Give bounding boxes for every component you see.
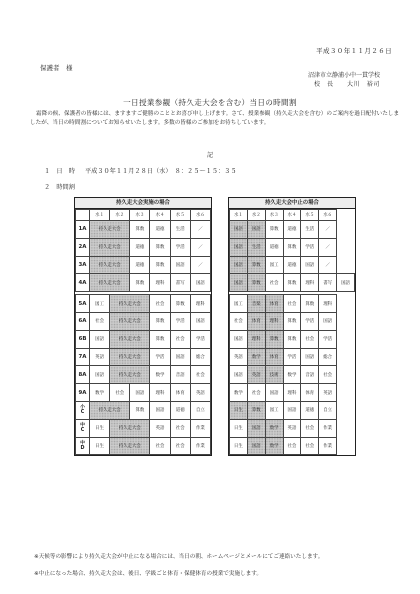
timetable-cell: 図工 bbox=[230, 295, 248, 313]
timetable-cell: 英語 bbox=[150, 419, 170, 437]
timetable-cell: 音語 bbox=[301, 366, 319, 384]
timetable-cell: 社会 bbox=[301, 330, 319, 348]
class-label: 中 D bbox=[76, 437, 90, 455]
table-row bbox=[230, 256, 355, 274]
table-row bbox=[76, 348, 211, 366]
timetable-cell: 道徳 bbox=[130, 256, 150, 274]
ki-heading: 記 bbox=[206, 152, 213, 159]
table-row bbox=[76, 312, 211, 330]
item-datetime-value: 平成３０年１１月２８日（水） ８：２５～１５：３５ bbox=[84, 168, 237, 175]
table-row bbox=[230, 384, 355, 402]
class-label: 9A bbox=[76, 384, 90, 402]
timetable-cell: 社会 bbox=[265, 274, 283, 292]
document-date: 平成３０年１１月２６日 bbox=[316, 47, 392, 55]
timetable-cell: 国語 bbox=[247, 221, 265, 239]
timetable-cell: 体育 bbox=[247, 312, 265, 330]
timetable-cell: 社会 bbox=[301, 419, 319, 437]
table-row bbox=[230, 221, 355, 239]
timetable-cell: 数学 bbox=[150, 366, 170, 384]
timetable-cell: ／ bbox=[190, 238, 210, 256]
timetable-cell: 道徳 bbox=[130, 238, 150, 256]
period-header: 水１ bbox=[90, 210, 110, 221]
timetable-cell: 数学 bbox=[265, 419, 283, 437]
table-row bbox=[230, 366, 355, 384]
timetable-cell: 国語 bbox=[150, 401, 170, 419]
timetable-cell: 体育 bbox=[170, 384, 190, 402]
timetable-cell: 国語 bbox=[230, 330, 248, 348]
table-row bbox=[76, 221, 211, 239]
timetable-cell: 社会 bbox=[247, 384, 265, 402]
table-row bbox=[230, 330, 355, 348]
timetable-cell: 書写 bbox=[170, 274, 190, 292]
timetable-cell: 生活 bbox=[247, 238, 265, 256]
table-row bbox=[230, 274, 355, 292]
timetable-cell: 社会 bbox=[170, 437, 190, 455]
timetable-held-grid bbox=[75, 209, 211, 455]
timetable-cell: 持久走大会 bbox=[90, 401, 130, 419]
table-row bbox=[76, 437, 211, 455]
timetable-cell: 社会 bbox=[283, 295, 301, 313]
timetable-cell: 算数 bbox=[247, 401, 265, 419]
table-row bbox=[76, 295, 211, 313]
timetable-cell: 音語 bbox=[170, 366, 190, 384]
timetable-cell: 国語 bbox=[230, 274, 248, 292]
timetable-cell: 音楽 bbox=[247, 295, 265, 313]
timetable-cell: 算数 bbox=[283, 274, 301, 292]
timetable-cell: 体育 bbox=[265, 295, 283, 313]
timetable-cell: 道徳 bbox=[283, 221, 301, 239]
timetable-cell: 作業 bbox=[319, 419, 337, 437]
timetable-cell: 国語 bbox=[301, 256, 319, 274]
timetable-cell: ／ bbox=[319, 221, 337, 239]
timetable-cell: 道徳 bbox=[301, 401, 319, 419]
period-header: 水１ bbox=[230, 210, 248, 221]
timetable-cell: 国語 bbox=[265, 384, 283, 402]
timetable-cell: 英語 bbox=[90, 348, 110, 366]
timetable-cell: 国語 bbox=[170, 256, 190, 274]
timetable-cell: 理科 bbox=[265, 312, 283, 330]
timetable-cell: 社会 bbox=[319, 366, 337, 384]
class-label: 3A bbox=[76, 256, 90, 274]
timetable-cell: 算数 bbox=[247, 256, 265, 274]
timetable-cell: 算数 bbox=[150, 312, 170, 330]
timetable-cell: 道徳 bbox=[283, 256, 301, 274]
timetable-cell: 英語 bbox=[247, 366, 265, 384]
table-row bbox=[230, 295, 355, 313]
timetable-cell: 英語 bbox=[190, 384, 210, 402]
timetable-cell: 持久走大会 bbox=[110, 437, 150, 455]
table-row bbox=[230, 419, 355, 437]
timetable-cell: 持久走大会 bbox=[90, 256, 130, 274]
period-header: 水２ bbox=[110, 210, 130, 221]
class-label: 6A bbox=[76, 312, 90, 330]
timetable-cell: 算数 bbox=[265, 330, 283, 348]
timetable-cell: 理科 bbox=[319, 295, 337, 313]
timetable-cell: 算数 bbox=[150, 330, 170, 348]
timetable-cell: 社会 bbox=[90, 312, 110, 330]
period-header: 水３ bbox=[265, 210, 283, 221]
timetable-cell: 学活 bbox=[170, 312, 190, 330]
document-title: 一日授業参観（持久走大会を含む）当日の時間割 bbox=[123, 98, 297, 107]
timetable-cell: 国語 bbox=[230, 256, 248, 274]
body-text: 霜降の候、保護者の皆様には、ますますご健勝のこととお喜び申し上げます。さて、授業参観（持久走大会を含む）のご案内を過日配付いたしましたが、当日の時間割についてお知らせいたします。多数の皆様のご参加をお待ちしています。 bbox=[30, 111, 400, 126]
class-label: 7A bbox=[76, 348, 90, 366]
timetable-cell: 国語 bbox=[230, 221, 248, 239]
timetable-cell: 数学 bbox=[230, 384, 248, 402]
timetable-cell: 国語 bbox=[190, 312, 210, 330]
timetable-cell: 国語 bbox=[247, 437, 265, 455]
timetable-cell: 学活 bbox=[170, 238, 190, 256]
class-label: 1A bbox=[76, 221, 90, 239]
timetable-cell: 社会 bbox=[110, 384, 130, 402]
table-row bbox=[76, 256, 211, 274]
timetable-cell: 理科 bbox=[190, 295, 210, 313]
period-header: 水２ bbox=[247, 210, 265, 221]
item-datetime-label: １ 日 時 bbox=[44, 168, 75, 175]
timetable-cell: 社会 bbox=[283, 437, 301, 455]
timetable-cell: 国語 bbox=[170, 348, 190, 366]
timetable-cell: 算数 bbox=[265, 221, 283, 239]
table-row bbox=[76, 401, 211, 419]
timetable-cell: ／ bbox=[190, 256, 210, 274]
timetable-cell: 国語 bbox=[230, 238, 248, 256]
timetable-cell: 国語 bbox=[283, 401, 301, 419]
period-header: 水４ bbox=[283, 210, 301, 221]
timetable-cell: 英語 bbox=[230, 348, 248, 366]
timetable-cell: 社会 bbox=[190, 366, 210, 384]
table-row bbox=[76, 238, 211, 256]
timetable-cell: 国語 bbox=[247, 419, 265, 437]
timetable-cell: ／ bbox=[319, 238, 337, 256]
timetable-cell: 数学 bbox=[90, 384, 110, 402]
table-row bbox=[76, 366, 211, 384]
timetable-cell: 国語 bbox=[319, 312, 337, 330]
timetable-cell: ／ bbox=[190, 221, 210, 239]
timetable-cell: 算数 bbox=[283, 238, 301, 256]
timetable-cell: 算数 bbox=[150, 256, 170, 274]
addressee: 保護者 様 bbox=[40, 64, 73, 72]
period-header: 水３ bbox=[130, 210, 150, 221]
school-name: 沼津市立静浦小中一貫学校 bbox=[307, 72, 380, 79]
timetable-cell: 学活 bbox=[301, 238, 319, 256]
timetable-cell: 社会 bbox=[150, 295, 170, 313]
timetable-cell: 作業 bbox=[319, 437, 337, 455]
timetable-cell: 日生 bbox=[230, 401, 248, 419]
timetable-cell: 学活 bbox=[190, 330, 210, 348]
timetable-cell: 算数 bbox=[301, 295, 319, 313]
timetable-cell: 算数 bbox=[283, 312, 301, 330]
timetable-cell: 総合 bbox=[319, 348, 337, 366]
timetable-cell: 数学 bbox=[265, 437, 283, 455]
timetable-cell: 日生 bbox=[230, 419, 248, 437]
timetable-cell: 国語 bbox=[190, 274, 210, 292]
timetable-cell: 日生 bbox=[90, 437, 110, 455]
timetable-cell: 社会 bbox=[150, 437, 170, 455]
item-timetable-label: ２ 時間割 bbox=[44, 184, 75, 191]
timetable-cell: 道徳 bbox=[265, 238, 283, 256]
timetable-cell: 生活 bbox=[170, 221, 190, 239]
timetable-cell: 日生 bbox=[90, 419, 110, 437]
timetable-cell: 日生 bbox=[230, 437, 248, 455]
timetable-cell: 作業 bbox=[190, 437, 210, 455]
timetable-cell: 学活 bbox=[283, 348, 301, 366]
timetable-cell: 持久走大会 bbox=[110, 348, 150, 366]
timetable-cell: 数学 bbox=[247, 348, 265, 366]
class-label: 4A bbox=[76, 274, 90, 292]
timetable-cell: 算数 bbox=[130, 401, 150, 419]
table-row bbox=[76, 330, 211, 348]
timetable-cell: 算数 bbox=[150, 238, 170, 256]
principal-name: 校 長 大川 裕司 bbox=[313, 81, 380, 88]
period-header: 水５ bbox=[170, 210, 190, 221]
timetable-held bbox=[74, 197, 212, 456]
timetable-cell: 体育 bbox=[301, 384, 319, 402]
timetable-cell: 図工 bbox=[90, 295, 110, 313]
table-row bbox=[230, 348, 355, 366]
timetable-cell: 持久走大会 bbox=[90, 221, 130, 239]
period-header: 水５ bbox=[301, 210, 319, 221]
timetable-cell: 算数 bbox=[130, 221, 150, 239]
table-row bbox=[76, 419, 211, 437]
timetable-cell: 国語 bbox=[90, 330, 110, 348]
timetable-cell: 社会 bbox=[301, 437, 319, 455]
timetable-cell: 国語 bbox=[130, 384, 150, 402]
timetable-cell: 算数 bbox=[130, 274, 150, 292]
timetable-cell: 学活 bbox=[301, 312, 319, 330]
class-label: 小 C bbox=[76, 401, 90, 419]
class-label: 8A bbox=[76, 366, 90, 384]
timetable-cancel-caption: 持久走大会中止の場合 bbox=[229, 198, 355, 209]
timetable-cancel-grid bbox=[229, 209, 355, 455]
timetable-cell: 自立 bbox=[319, 401, 337, 419]
timetable-cell: 英語 bbox=[283, 419, 301, 437]
timetable-cell: 書写 bbox=[319, 274, 337, 292]
timetable-cell: 国語 bbox=[90, 366, 110, 384]
timetable-cell: 体育 bbox=[265, 348, 283, 366]
timetable-cell: 総合 bbox=[190, 348, 210, 366]
timetable-cell: 理科 bbox=[150, 274, 170, 292]
table-row bbox=[76, 384, 211, 402]
timetable-cell: 図工 bbox=[265, 256, 283, 274]
timetable-cell: 英語 bbox=[319, 384, 337, 402]
corner-cell bbox=[76, 210, 90, 221]
timetable-cell: 国語 bbox=[337, 274, 355, 292]
period-header: 水６ bbox=[319, 210, 337, 221]
timetable-cell: 持久走大会 bbox=[90, 238, 130, 256]
timetable-cell: 学活 bbox=[150, 348, 170, 366]
table-row bbox=[230, 312, 355, 330]
period-header: 水４ bbox=[150, 210, 170, 221]
timetable-cell: 数学 bbox=[283, 366, 301, 384]
table-row bbox=[230, 238, 355, 256]
timetable-cell: 算数 bbox=[170, 295, 190, 313]
timetable-cell: 社会 bbox=[170, 419, 190, 437]
timetable-cell: 理科 bbox=[247, 330, 265, 348]
timetable-cell: 持久走大会 bbox=[110, 330, 150, 348]
timetable-cell: 理科 bbox=[283, 384, 301, 402]
timetable-cell: 持久走大会 bbox=[110, 312, 150, 330]
table-row bbox=[230, 437, 355, 455]
timetable-cell: 作業 bbox=[190, 419, 210, 437]
timetable-cell: 道徳 bbox=[150, 221, 170, 239]
period-header: 水６ bbox=[190, 210, 210, 221]
item-datetime bbox=[44, 166, 237, 175]
note-weather: ※天候等の影響により持久走大会が中止になる場合には、当日の朝、ホームページとメールにてご連絡いたします。 bbox=[34, 554, 324, 560]
timetable-cell: 社会 bbox=[230, 312, 248, 330]
timetable-cell: 理科 bbox=[150, 384, 170, 402]
timetable-cancel bbox=[228, 197, 356, 456]
timetable-cell: 算数 bbox=[283, 330, 301, 348]
timetable-cell: 社会 bbox=[170, 330, 190, 348]
timetable-cell: 持久走大会 bbox=[90, 274, 130, 292]
class-label: 中 C bbox=[76, 419, 90, 437]
timetable-cell: 国語 bbox=[301, 348, 319, 366]
class-label: 5A bbox=[76, 295, 90, 313]
timetable-cell: 生活 bbox=[301, 221, 319, 239]
table-row bbox=[76, 274, 211, 292]
class-label: 6B bbox=[76, 330, 90, 348]
timetable-cell: 持久走大会 bbox=[110, 366, 150, 384]
timetable-held-caption: 持久走大会実施の場合 bbox=[75, 198, 211, 209]
timetable-cell: 道徳 bbox=[170, 401, 190, 419]
timetable-cell: 国語 bbox=[230, 366, 248, 384]
timetable-cell: 図工 bbox=[265, 401, 283, 419]
timetable-cell: 持久走大会 bbox=[110, 419, 150, 437]
timetable-cell: 理科 bbox=[301, 274, 319, 292]
timetable-cell: 算数 bbox=[247, 274, 265, 292]
table-row bbox=[230, 401, 355, 419]
note-cancel: ※中止になった場合、持久走大会は、後日、学級ごと体育・保健体育の授業で実施します。 bbox=[34, 571, 262, 577]
class-label: 2A bbox=[76, 238, 90, 256]
timetable-cell: ／ bbox=[319, 256, 337, 274]
timetable-cell: 持久走大会 bbox=[110, 295, 150, 313]
timetable-cell: 学活 bbox=[319, 330, 337, 348]
timetable-cell: 自立 bbox=[190, 401, 210, 419]
timetable-cell: 技術 bbox=[265, 366, 283, 384]
